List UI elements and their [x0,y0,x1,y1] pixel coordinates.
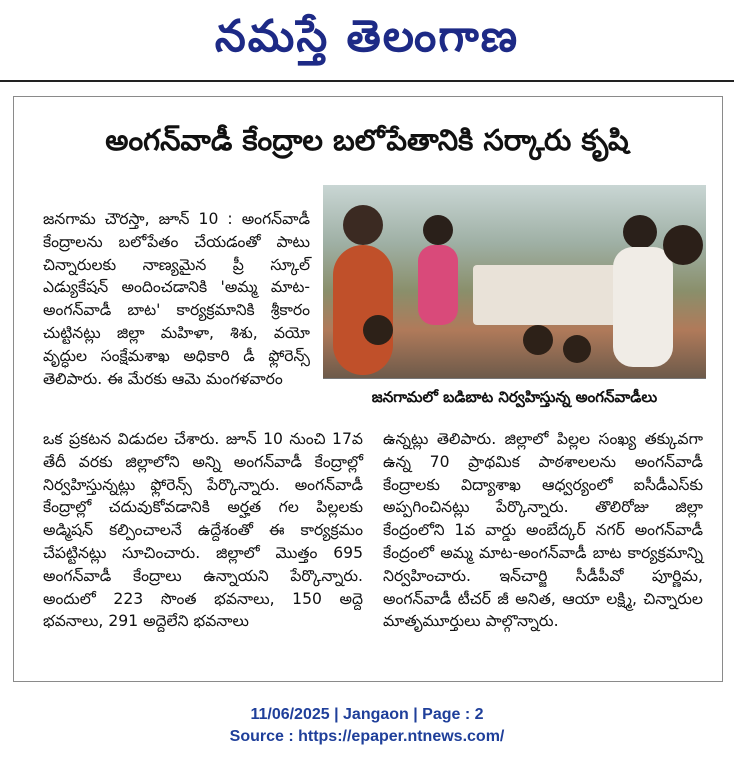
article-column-1-top [43,208,310,390]
footer-source-link[interactable]: Source : https://epaper.ntnews.com/ [229,728,505,745]
article-column-1-bottom [43,428,363,633]
article-paragraph: ఉన్నట్లు తెలిపారు. జిల్లాలో పిల్లల సంఖ్య తక్కువగా ఉన్న 70 ప్రాథమిక పాఠశాలలను అంగన్‌వాడీ కేంద్రాలకు విద్యాశాఖ ఆధ్వర్యంలో ఐసీడీఎస్‌కు అప్పగించినట్లు పేర్కొన్నారు. తొలిరోజు జిల్లా కేంద్రంలోని 1వ వార్డు అంబేద్కర్ నగర్ అంగన్‌వాడీ కేంద్రంలో అమ్మ మాట-అంగన్‌వాడీ బాట కార్యక్రమాన్ని నిర్వహించారు. ఇన్‌చార్జి సీడీపీవో పూర్ణిమ, అంగన్‌వాడీ టీచర్ జీ అనిత, ఆయా లక్ష్మి, చిన్నారుల మాతృమూర్తులు పాల్గొన్నారు. [383,430,703,631]
article-headline: అంగన్‌వాడీ కేంద్రాల బలోపేతానికి సర్కారు కృషి [105,123,629,157]
article-paragraph: ఒక ప్రకటన విడుదల చేశారు. జూన్ 10 నుంచి 17వ తేదీ వరకు జిల్లాలోని అన్ని అంగన్‌వాడీ కేంద్రాల్లో నిర్వహిస్తున్నట్లు ఫ్లోరెన్స్ పేర్కొన్నారు. అంగన్‌వాడీ కేంద్రాల్లో చదువుకోవడానికి అర్హత గల పిల్లలకు అడ్మిషన్ కల్పించాలనే ఉద్దేశంతో ఈ కార్యక్రమం చేపట్టినట్లు సూచించారు. జిల్లాలో మొత్తం 695 అంగన్‌వాడీ కేంద్రాలు ఉన్నాయని పేర్కొన్నారు. అందులో 223 సొంత భవనాలు, 150 అద్దె భవనాలు, 291 అద్దెలేని భవనాలు [43,430,363,631]
article-paragraph: జనగామ చౌరస్తా, జూన్ 10 : అంగన్‌వాడీ కేంద్రాలను బలోపేతం చేయడంతో పాటు చిన్నారులకు నాణ్యమైన ప్రీ స్కూల్ ఎడ్యుకేషన్ అందించడానికి 'అమ్మ మాట-అంగన్‌వాడీ బాట' కార్యక్రమానికి శ్రీకారం చుట్టినట్లు జిల్లా మహిళా, శిశు, వయో వృద్ధుల సంక్షేమశాఖ అధికారి డీ ఫ్లోరెన్స్ తెలిపారు. ఈ మేరకు ఆమె మంగళవారం [43,210,310,388]
article-photo [323,185,706,378]
footer [0,704,734,748]
article-column-2 [383,428,703,633]
photo-caption: జనగామలో బడిబాట నిర్వహిస్తున్న అంగన్‌వాడీలు [323,378,706,415]
masthead [0,4,734,70]
masthead-rule [0,80,734,82]
newspaper-title: నమస్తే తెలంగాణ [214,11,520,62]
footer-date-edition: 11/06/2025 | Jangaon | Page : 2 [250,706,484,723]
